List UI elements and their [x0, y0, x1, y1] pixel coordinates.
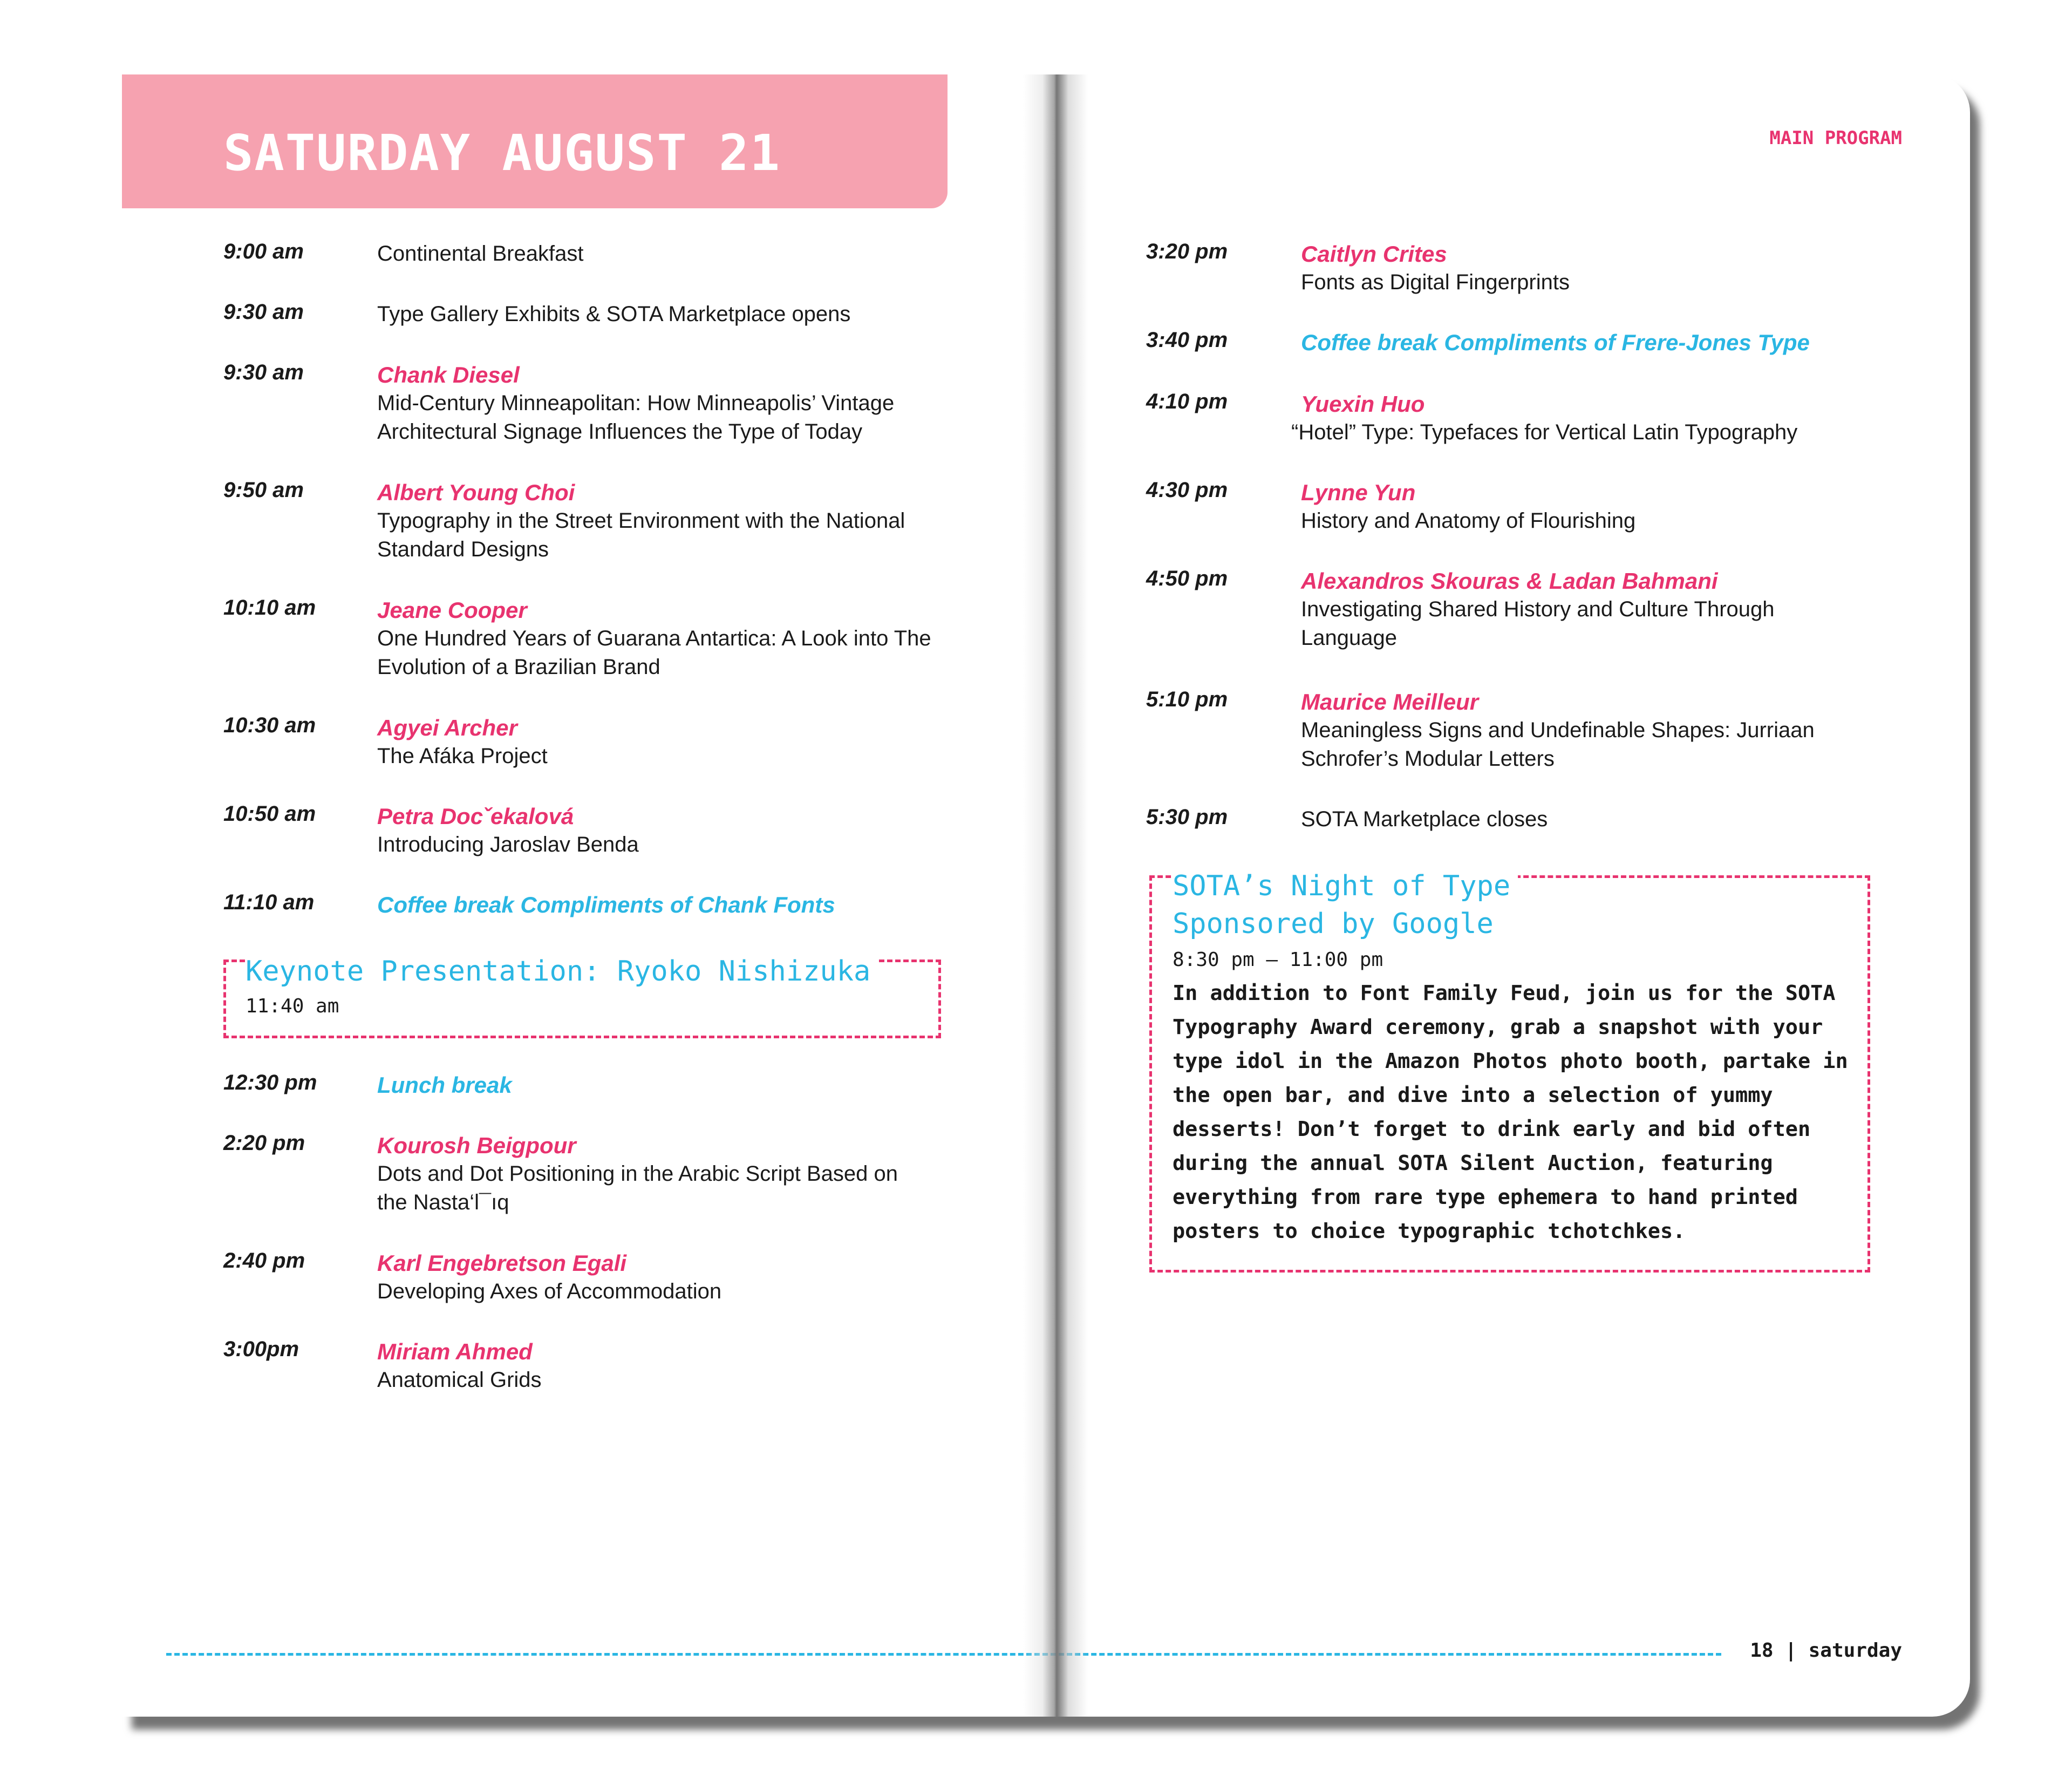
session-time: 9:00 am	[223, 240, 304, 263]
talk-title: Investigating Shared History and Culture Through Language	[1301, 597, 1775, 650]
speaker-name: Agyei Archer	[377, 715, 517, 740]
speaker-name: Albert Young Choi	[377, 480, 575, 505]
session-time: 4:50 pm	[1146, 567, 1228, 590]
keynote-box	[223, 955, 941, 1038]
talk-title: The Afáka Project	[377, 744, 548, 768]
night-event-time: 8:30 pm – 11:00 pm	[1173, 949, 1383, 971]
talk-title: “Hotel” Type: Typefaces for Vertical Latin Typography	[1291, 420, 1798, 444]
talk-title: History and Anatomy of Flourishing	[1301, 509, 1636, 533]
speaker-name: Chank Diesel	[377, 362, 520, 387]
talk-title: Introducing Jaroslav Benda	[377, 833, 639, 856]
session-time: 5:10 pm	[1146, 688, 1228, 711]
speaker-name: Caitlyn Crites	[1301, 241, 1447, 267]
session-time: 2:20 pm	[223, 1131, 305, 1155]
session-time: 9:50 am	[223, 478, 304, 502]
session-time: 3:00pm	[223, 1337, 299, 1361]
session-time: 5:30 pm	[1146, 805, 1228, 829]
talk-title: Mid-Century Minneapolitan: How Minneapolis’ Vintage Architectural Signage Influences the Type of Today	[377, 391, 895, 444]
day-title: SATURDAY AUGUST 21	[223, 124, 781, 182]
speaker-name: Miriam Ahmed	[377, 1339, 533, 1364]
session-text: SOTA Marketplace closes	[1301, 807, 1548, 831]
talk-title: Developing Axes of Accommodation	[377, 1280, 722, 1303]
section-label: MAIN PROGRAM	[1769, 127, 1902, 149]
session-time: 12:30 pm	[223, 1071, 317, 1094]
talk-title: One Hundred Years of Guarana Antartica: A Look into The Evolution of a Brazilian Brand	[377, 627, 931, 679]
session-time: 9:30 am	[223, 360, 304, 384]
break-label: Lunch break	[377, 1072, 512, 1098]
session-time: 10:30 am	[223, 713, 316, 737]
session-time: 10:10 am	[223, 596, 316, 620]
session-time: 3:40 pm	[1146, 328, 1228, 352]
night-event-description: In addition to Font Family Feud, join us for the SOTA Typography Award ceremony, grab a snapshot with your type idol in the Amazon Photos photo booth, partake in the open bar, and dive into a selection of yummy desserts! Don’t forget to drink early and bid often during the annual SOTA Silent Auction, featuring everything from rare type ephemera to hand printed posters to choice typographic tchotchkes.	[1173, 981, 1848, 1243]
session-time: 9:30 am	[223, 300, 304, 324]
session-time: 3:20 pm	[1146, 240, 1228, 263]
speaker-name: Lynne Yun	[1301, 480, 1416, 505]
speaker-name: Alexandros Skouras & Ladan Bahmani	[1301, 568, 1718, 594]
session-time: 11:10 am	[223, 890, 315, 914]
booklet-spread	[122, 74, 1970, 1717]
speaker-name: Maurice Meilleur	[1301, 689, 1479, 715]
session-time: 4:30 pm	[1146, 478, 1228, 502]
keynote-title: Keynote Presentation: Ryoko Nishizuka	[246, 955, 871, 988]
talk-title: Meaningless Signs and Undefinable Shapes: Jurriaan Schrofer’s Modular Letters	[1301, 718, 1815, 771]
speaker-name: Petra Docˇekalová	[377, 804, 574, 829]
talk-title: Typography in the Street Environment with the National Standard Designs	[377, 509, 905, 561]
night-event-sponsor: Sponsored by Google	[1173, 908, 1494, 940]
session-text: Type Gallery Exhibits & SOTA Marketplace opens	[377, 302, 851, 326]
speaker-name: Karl Engebretson Egali	[377, 1250, 627, 1276]
session-time: 4:10 pm	[1146, 390, 1228, 413]
break-label: Coffee break Compliments of Frere-Jones Type	[1301, 330, 1810, 355]
night-of-type-box	[1149, 870, 1870, 1273]
session-time: 10:50 am	[223, 802, 316, 826]
session-text: Continental Breakfast	[377, 242, 584, 266]
day-header-band	[122, 74, 948, 208]
talk-title: Fonts as Digital Fingerprints	[1301, 270, 1570, 294]
talk-title: Anatomical Grids	[377, 1368, 542, 1392]
session-time: 2:40 pm	[223, 1249, 305, 1273]
speaker-name: Kourosh Beigpour	[377, 1133, 576, 1158]
speaker-name: Yuexin Huo	[1301, 391, 1425, 417]
footer-dashed-rule	[166, 1653, 1721, 1656]
speaker-name: Jeane Cooper	[377, 597, 527, 623]
book-gutter	[1023, 74, 1088, 1717]
break-label: Coffee break Compliments of Chank Fonts	[377, 892, 835, 917]
page-number-label: 18 | saturday	[1750, 1639, 1902, 1662]
keynote-time: 11:40 am	[246, 995, 339, 1017]
talk-title: Dots and Dot Positioning in the Arabic Script Based on the Nasta‘l¯ıq	[377, 1162, 898, 1214]
night-event-title: SOTA’s Night of Type	[1173, 870, 1511, 902]
